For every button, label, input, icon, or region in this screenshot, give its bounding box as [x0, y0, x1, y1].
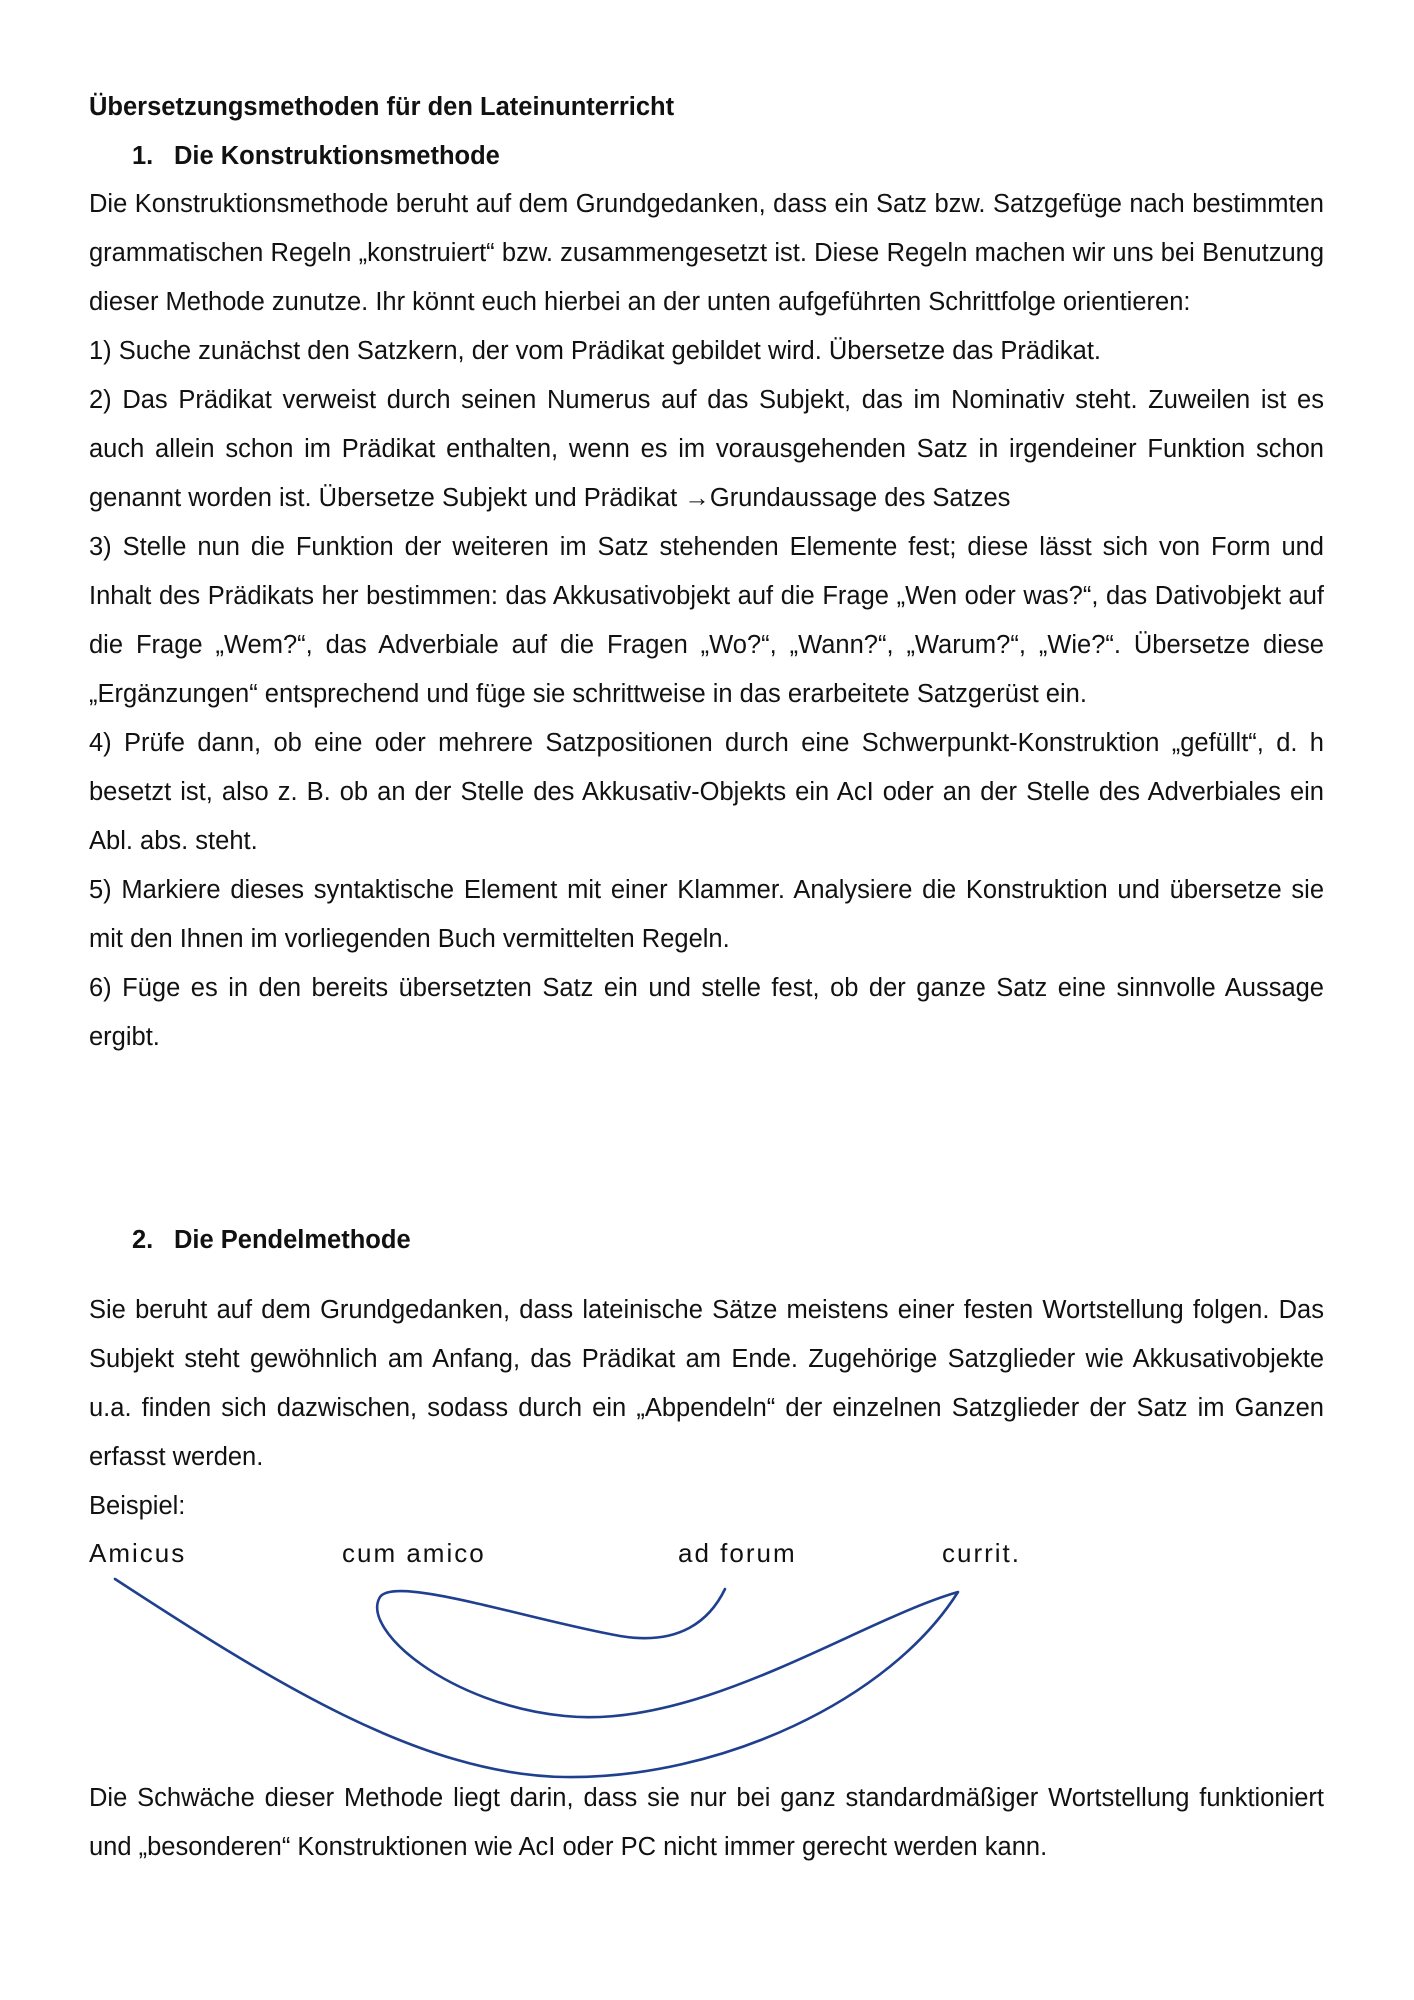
pendelmethode-conclusion-block — [89, 1774, 1324, 1872]
step-1: 1) Suche zunächst den Satzkern, der vom Prädikat gebildet wird. Übersetze das Prädikat. — [89, 337, 1102, 365]
section-title: Die Konstruktionsmethode — [174, 142, 500, 170]
pendelmethode-conclusion: Die Schwäche dieser Methode liegt darin, dass sie nur bei ganz standardmäßiger Wortstellung funktioniert und „besonderen“ Konstruktionen wie AcI oder PC nicht immer gerecht werden kann. — [89, 1784, 1324, 1861]
step-5: 5) Markiere dieses syntaktische Element mit einer Klammer. Analysiere die Konstruktion und übersetze sie mit den Ihnen im vorliegenden Buch vermittelten Regeln. — [89, 876, 1324, 953]
example-word-ad-forum: ad forum — [678, 1538, 797, 1568]
pendelmethode-description: Sie beruht auf dem Grundgedanken, dass lateinische Sätze meistens einer festen Wortstellung folgen. Das Subjekt steht gewöhnlich am Anfang, das Prädikat am Ende. Zugehörige Satzglieder wie Akkusativobjekte u.a. finden sich dazwischen, sodass durch ein „Abpendeln“ der einzelnen Satzglieder der Satz im Ganzen erfasst werden. — [89, 1296, 1324, 1471]
example-label: Beispiel: — [89, 1492, 186, 1520]
section-number: 1. — [132, 142, 154, 170]
example-word-predicate: currit. — [942, 1538, 1021, 1568]
step-2: 2) Das Prädikat verweist durch seinen Numerus auf das Subjekt, das im Nominativ steht. Zuweilen ist es auch allein schon im Prädikat enthalten, wenn es im vorausgehenden Satz in irgendeiner Funktion schon genannt worden ist. Übersetze Subjekt und Prädikat →Grundaussage des Satzes — [89, 386, 1324, 512]
section-title: Die Pendelmethode — [174, 1226, 411, 1254]
pendulum-curve — [115, 1579, 958, 1777]
step-3: 3) Stelle nun die Funktion der weiteren im Satz stehenden Elemente fest; diese lässt sich von Form und Inhalt des Prädikats her bestimmen: das Akkusativobjekt auf die Frage „Wen oder was?“, das Dativobjekt auf die Frage „Wem?“, das Adverbiale auf die Fragen „Wo?“, „Wann?“, „Warum?“, „Wie?“. Übersetze diese „Ergänzungen“ entsprechend und füge sie schrittweise in das erarbeitete Satzgerüst ein. — [89, 533, 1324, 708]
document-title: Übersetzungsmethoden für den Lateinunterricht — [89, 93, 675, 121]
example-word-cum-amico: cum amico — [342, 1538, 486, 1568]
konstruktionsmethode-intro: Die Konstruktionsmethode beruht auf dem Grundgedanken, dass ein Satz bzw. Satzgefüge nach bestimmten grammatischen Regeln „konstruiert“ bzw. zusammengesetzt ist. Diese Regeln machen wir uns bei Benutzung dieser Methode zunutze. Ihr könnt euch hierbei an der unten aufgeführten Schrittfolge orientieren: — [89, 190, 1324, 316]
step-6: 6) Füge es in den bereits übersetzten Satz ein und stelle fest, ob der ganze Satz eine sinnvolle Aussage ergibt. — [89, 974, 1324, 1051]
example-word-subject: Amicus — [89, 1538, 187, 1568]
step-4: 4) Prüfe dann, ob eine oder mehrere Satzpositionen durch eine Schwerpunkt-Konstruktion „gefüllt“, d. h besetzt ist, also z. B. ob an der Stelle des Akkusativ-Objekts ein AcI oder an der Stelle des Adverbiales ein Abl. abs. steht. — [89, 729, 1324, 855]
section-number: 2. — [132, 1226, 154, 1254]
